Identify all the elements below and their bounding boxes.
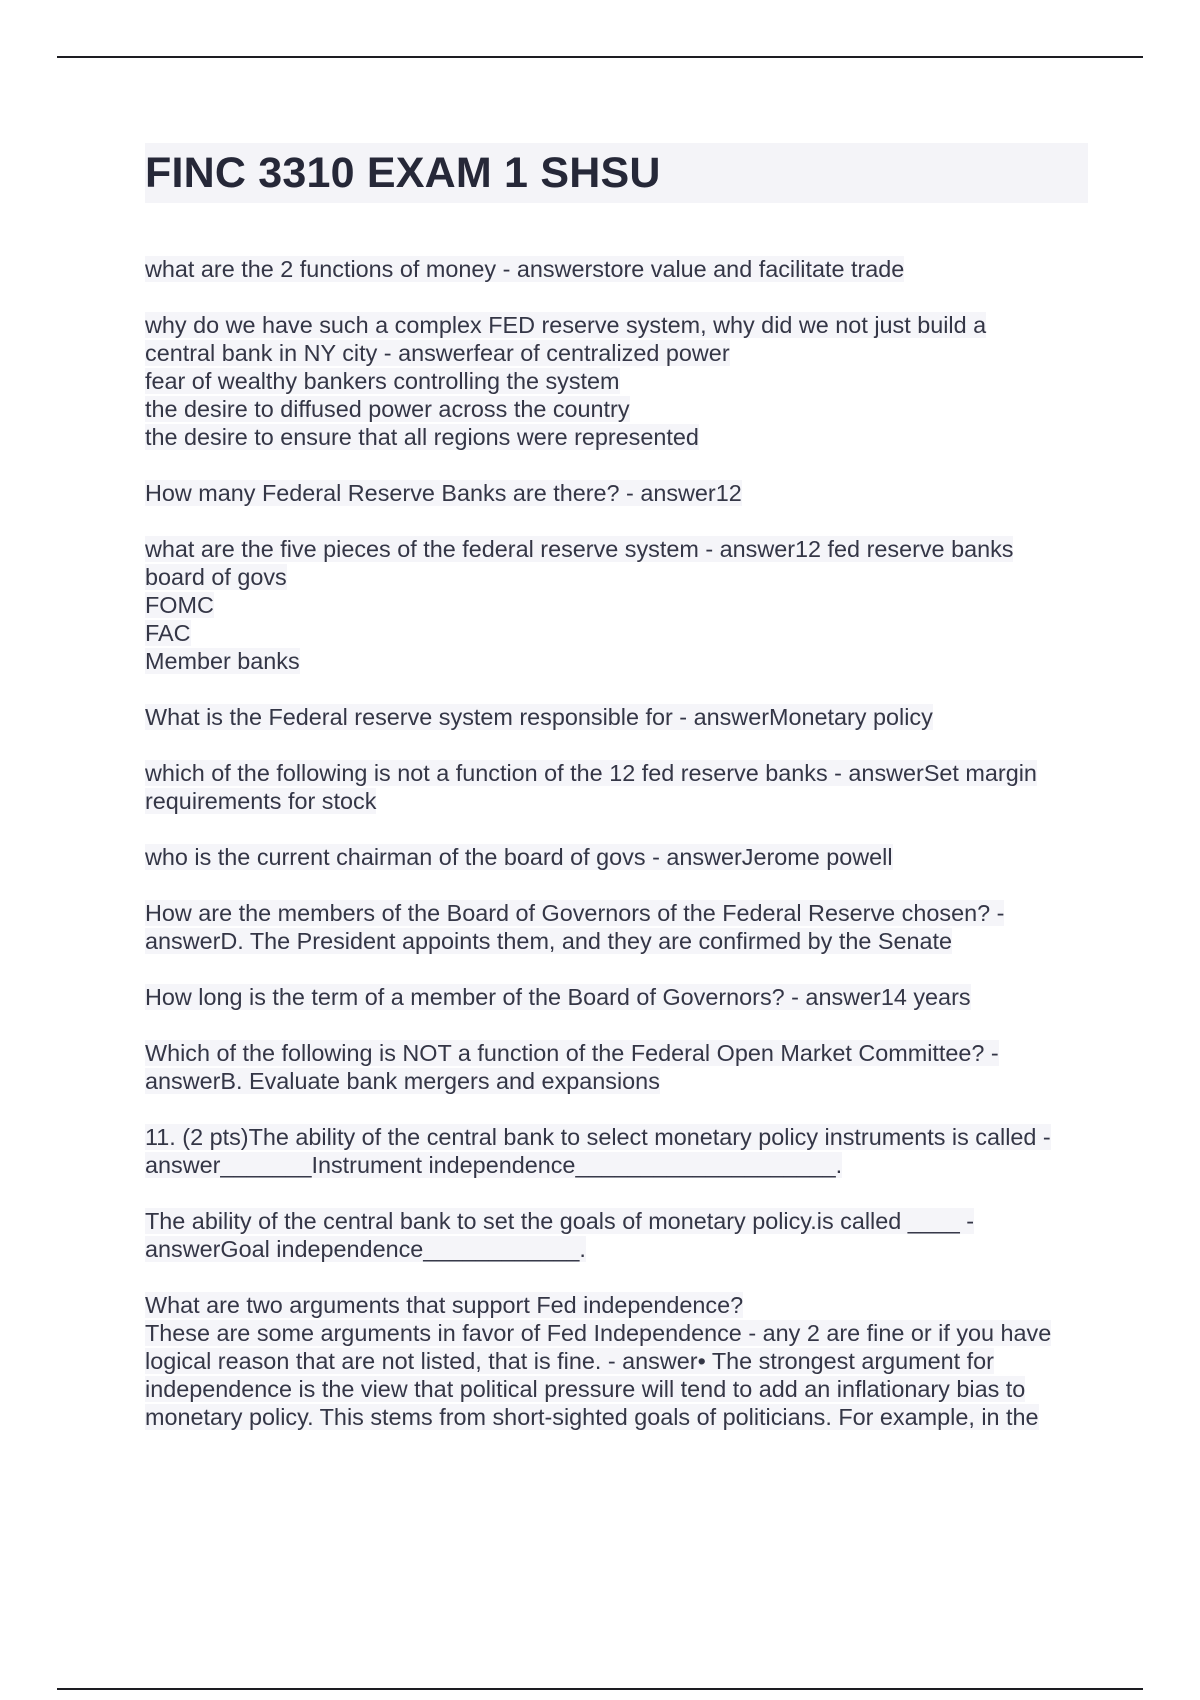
qa-line: answerB. Evaluate bank mergers and expansions	[145, 1068, 660, 1094]
qa-line: what are the five pieces of the federal reserve system - answer12 fed reserve banks	[145, 536, 1014, 562]
qa-entry	[145, 255, 1090, 283]
qa-line: requirements for stock	[145, 788, 377, 814]
qa-entry	[145, 479, 1090, 507]
qa-line: Which of the following is NOT a function of the Federal Open Market Committee? -	[145, 1040, 999, 1066]
qa-line: Member banks	[145, 648, 300, 674]
qa-line: How many Federal Reserve Banks are there? - answer12	[145, 480, 742, 506]
qa-line: fear of wealthy bankers controlling the system	[145, 368, 620, 394]
qa-line: How are the members of the Board of Governors of the Federal Reserve chosen? -	[145, 900, 1005, 926]
qa-line: What are two arguments that support Fed independence?	[145, 1292, 744, 1318]
qa-entry	[145, 1039, 1090, 1095]
qa-entry	[145, 1123, 1090, 1179]
qa-line: What is the Federal reserve system responsible for - answerMonetary policy	[145, 704, 933, 730]
qa-entry	[145, 703, 1090, 731]
qa-line: central bank in NY city - answerfear of centralized power	[145, 340, 730, 366]
bottom-divider	[57, 1688, 1143, 1690]
qa-entry	[145, 843, 1090, 871]
qa-entry	[145, 759, 1090, 815]
qa-line: the desire to diffused power across the country	[145, 396, 630, 422]
qa-list	[145, 255, 1090, 1459]
qa-line: The ability of the central bank to set the goals of monetary policy.is called ____ -	[145, 1208, 975, 1234]
qa-line: 11. (2 pts)The ability of the central bank to select monetary policy instruments is called -	[145, 1124, 1051, 1150]
qa-line: These are some arguments in favor of Fed Independence - any 2 are fine or if you have	[145, 1320, 1052, 1346]
qa-entry	[145, 899, 1090, 955]
qa-entry	[145, 535, 1090, 675]
qa-line: which of the following is not a function of the 12 fed reserve banks - answerSet margin	[145, 760, 1037, 786]
qa-line: who is the current chairman of the board of govs - answerJerome powell	[145, 844, 893, 870]
qa-line: the desire to ensure that all regions were represented	[145, 424, 699, 450]
qa-line: independence is the view that political pressure will tend to add an inflationary bias to	[145, 1376, 1026, 1402]
qa-line: How long is the term of a member of the Board of Governors? - answer14 years	[145, 984, 971, 1010]
qa-line: why do we have such a complex FED reserve system, why did we not just build a	[145, 312, 987, 338]
page-title: FINC 3310 EXAM 1 SHSU	[145, 149, 661, 197]
qa-line: board of govs	[145, 564, 287, 590]
qa-line: monetary policy. This stems from short-sighted goals of politicians. For example, in the	[145, 1404, 1039, 1430]
qa-entry	[145, 311, 1090, 451]
qa-line: FAC	[145, 620, 191, 646]
qa-line: answer_______Instrument independence____________________.	[145, 1152, 843, 1178]
qa-line: answerGoal independence____________.	[145, 1236, 586, 1262]
qa-line: what are the 2 functions of money - answerstore value and facilitate trade	[145, 256, 905, 282]
qa-line: FOMC	[145, 592, 214, 618]
qa-entry	[145, 983, 1090, 1011]
qa-entry	[145, 1291, 1090, 1431]
qa-line: answerD. The President appoints them, and they are confirmed by the Senate	[145, 928, 953, 954]
qa-line: logical reason that are not listed, that is fine. - answer• The strongest argument for	[145, 1348, 994, 1374]
top-divider	[57, 56, 1143, 58]
qa-entry	[145, 1207, 1090, 1263]
